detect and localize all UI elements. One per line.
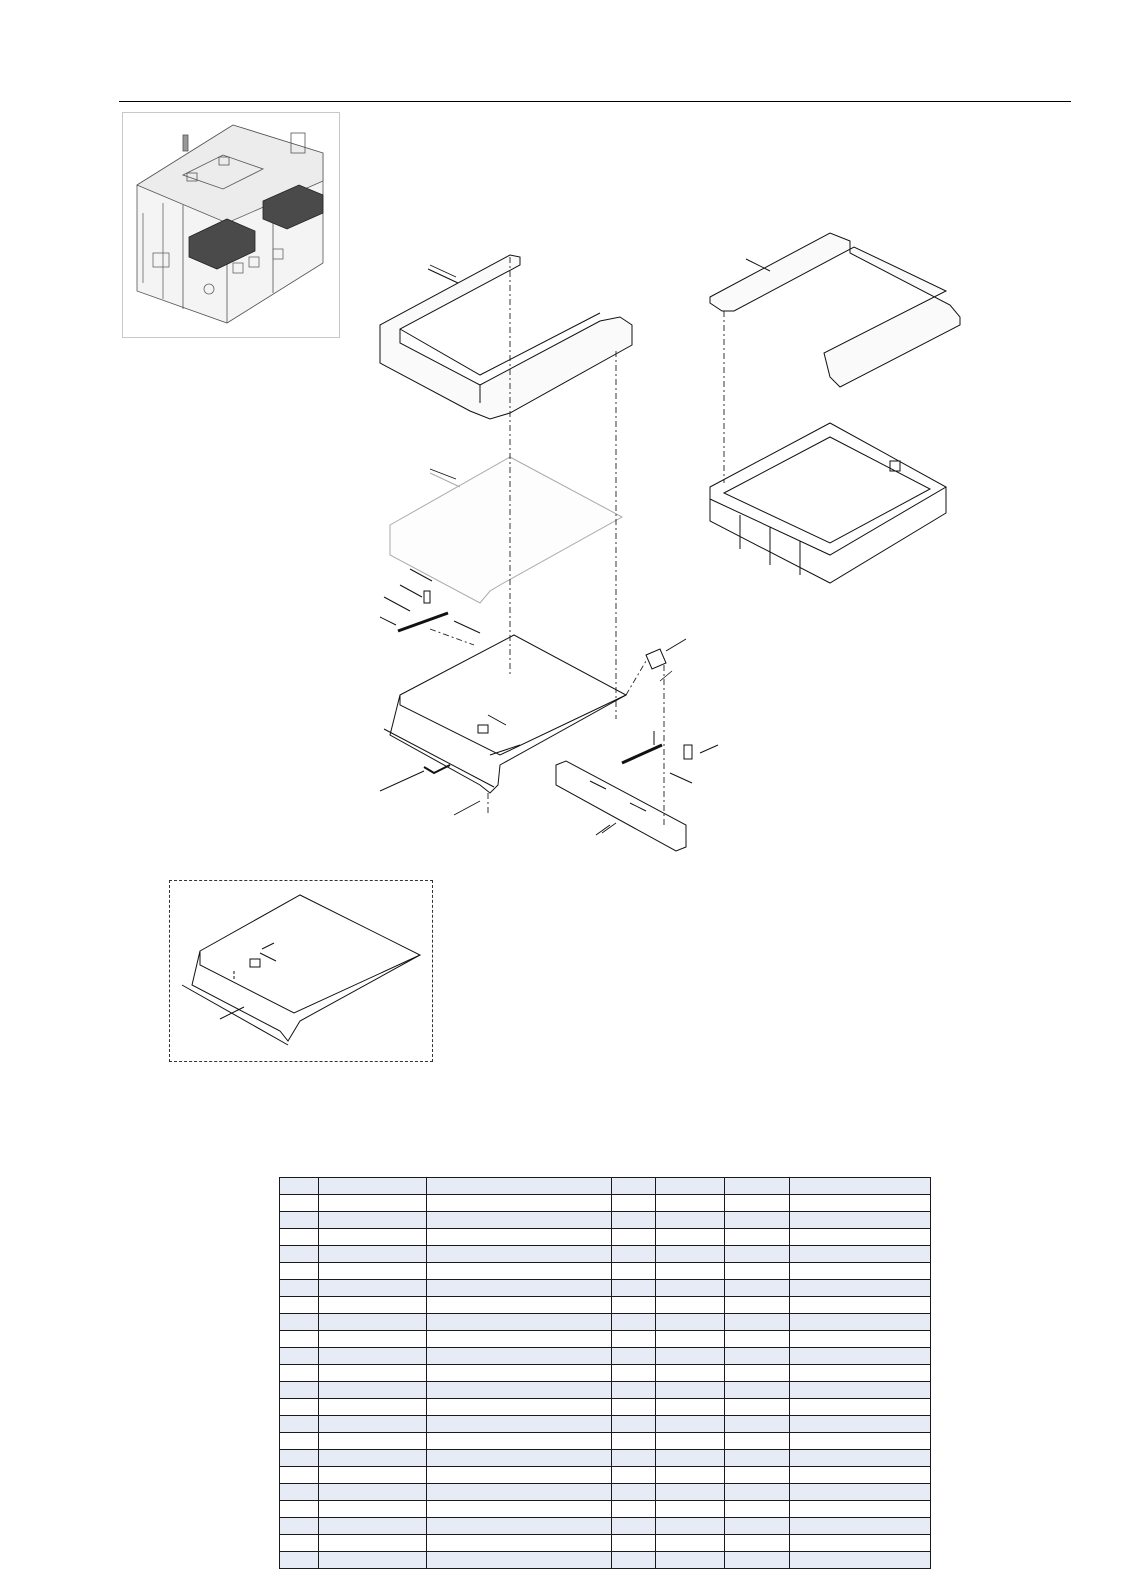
table-cell [725,1416,790,1433]
table-cell [612,1416,656,1433]
table-header-cell [725,1178,790,1195]
table-cell [612,1229,656,1246]
gas-spring-right-part [622,731,718,783]
table-cell [280,1552,319,1569]
table-cell [790,1365,931,1382]
table-cell [790,1348,931,1365]
table-cell [725,1297,790,1314]
table-cell [725,1212,790,1229]
table-row [280,1212,931,1229]
table-cell [656,1246,725,1263]
table-cell [725,1433,790,1450]
table-cell [656,1365,725,1382]
table-cell [319,1501,427,1518]
table-cell [790,1518,931,1535]
table-cell [280,1280,319,1297]
table-cell [427,1501,612,1518]
table-cell [656,1229,725,1246]
table-cell [280,1195,319,1212]
table-cell [656,1433,725,1450]
table-cell [725,1501,790,1518]
table-cell [725,1348,790,1365]
table-header-cell [319,1178,427,1195]
table-cell [319,1348,427,1365]
table-cell [319,1297,427,1314]
table-cell [319,1552,427,1569]
table-cell [612,1484,656,1501]
table-cell [280,1433,319,1450]
table-cell [427,1484,612,1501]
table-cell [280,1467,319,1484]
table-cell [656,1263,725,1280]
table-row [280,1433,931,1450]
header-rule [119,101,1071,102]
table-cell [319,1246,427,1263]
table-cell [427,1552,612,1569]
machine-overview-icon [123,113,339,337]
table-cell [280,1365,319,1382]
table-cell [280,1314,319,1331]
table-cell [725,1399,790,1416]
machine-overview-figure [122,112,340,338]
table-cell [656,1416,725,1433]
table-cell [319,1416,427,1433]
table-cell [725,1195,790,1212]
table-cell [427,1314,612,1331]
table-row [280,1365,931,1382]
table-header-cell [427,1178,612,1195]
table-cell [612,1365,656,1382]
table-cell [725,1467,790,1484]
table-cell [656,1484,725,1501]
table-row [280,1416,931,1433]
table-cell [427,1263,612,1280]
table-cell [656,1518,725,1535]
table-cell [725,1280,790,1297]
table-cell [280,1501,319,1518]
table-cell [319,1263,427,1280]
table-cell [280,1382,319,1399]
table-row [280,1314,931,1331]
table-cell [319,1484,427,1501]
table-cell [612,1314,656,1331]
left-top-cover-part [380,255,632,419]
table-cell [280,1297,319,1314]
table-cell [656,1212,725,1229]
table-cell [280,1535,319,1552]
table-cell [319,1331,427,1348]
right-top-cover-part [710,233,960,387]
table-cell [319,1365,427,1382]
table-header-cell [656,1178,725,1195]
table-cell [725,1535,790,1552]
table-cell [656,1195,725,1212]
table-cell [319,1518,427,1535]
table-cell [427,1450,612,1467]
table-cell [280,1229,319,1246]
table-body [280,1195,931,1569]
table-cell [427,1416,612,1433]
table-cell [725,1263,790,1280]
table-cell [280,1518,319,1535]
table-cell [427,1518,612,1535]
table-cell [656,1331,725,1348]
table-cell [427,1365,612,1382]
table-cell [790,1535,931,1552]
table-cell [280,1484,319,1501]
table-row [280,1382,931,1399]
table-cell [790,1263,931,1280]
hinge-bracket-part [646,639,686,669]
table-cell [612,1212,656,1229]
table-cell [612,1450,656,1467]
table-cell [612,1297,656,1314]
table-cell [319,1433,427,1450]
table-cell [656,1535,725,1552]
table-row [280,1297,931,1314]
table-cell [656,1450,725,1467]
table-cell [790,1331,931,1348]
table-cell [612,1467,656,1484]
table-cell [427,1297,612,1314]
frame-detail-icon [170,881,432,1061]
table-cell [319,1195,427,1212]
table-cell [612,1348,656,1365]
cover-assembly-exploded-icon [370,225,990,865]
table-cell [319,1450,427,1467]
table-cell [612,1518,656,1535]
table-row [280,1263,931,1280]
table-row [280,1331,931,1348]
right-frame-assembly-part [710,423,946,583]
table-cell [656,1348,725,1365]
table-cell [790,1297,931,1314]
table-cell [427,1229,612,1246]
table-cell [280,1399,319,1416]
table-cell [427,1195,612,1212]
table-row [280,1552,931,1569]
table-cell [280,1450,319,1467]
table-header-cell [612,1178,656,1195]
table-cell [612,1399,656,1416]
table-cell [790,1467,931,1484]
table-cell [427,1331,612,1348]
table-cell [725,1484,790,1501]
table-cell [656,1467,725,1484]
table-cell [427,1467,612,1484]
exploded-view-figure [370,225,990,865]
cover-plate-part [390,457,622,603]
table-row [280,1501,931,1518]
table-cell [790,1382,931,1399]
table-row [280,1246,931,1263]
table-cell [790,1484,931,1501]
table-cell [280,1263,319,1280]
detail-inset-figure [169,880,433,1062]
table-cell [427,1212,612,1229]
table-header-cell [280,1178,319,1195]
table-cell [612,1382,656,1399]
base-frame-part [384,635,626,793]
table-cell [280,1348,319,1365]
table-cell [725,1518,790,1535]
table-cell [790,1552,931,1569]
table-cell [612,1331,656,1348]
parts-list-table [279,1177,931,1569]
table-cell [319,1314,427,1331]
table-cell [790,1450,931,1467]
table-cell [427,1433,612,1450]
table-cell [319,1280,427,1297]
table-row [280,1229,931,1246]
table-cell [790,1416,931,1433]
table-cell [427,1399,612,1416]
table-cell [656,1501,725,1518]
table-cell [427,1246,612,1263]
table-cell [656,1552,725,1569]
table-cell [319,1399,427,1416]
table-cell [790,1229,931,1246]
table-cell [427,1280,612,1297]
table-cell [725,1246,790,1263]
table-row [280,1195,931,1212]
table-cell [725,1229,790,1246]
table-header-row [280,1178,931,1195]
table-cell [280,1416,319,1433]
table-cell [656,1314,725,1331]
table-row [280,1467,931,1484]
table-cell [656,1382,725,1399]
table-cell [790,1246,931,1263]
table-cell [725,1365,790,1382]
handle-part [424,765,450,773]
table-row [280,1484,931,1501]
side-rail-part [556,761,686,851]
table-row [280,1348,931,1365]
table-cell [319,1535,427,1552]
table-cell [280,1212,319,1229]
table-cell [790,1212,931,1229]
table-cell [656,1297,725,1314]
table-cell [612,1535,656,1552]
table-row [280,1450,931,1467]
table-cell [612,1280,656,1297]
table-row [280,1518,931,1535]
table-cell [612,1501,656,1518]
table-cell [319,1382,427,1399]
table-cell [725,1331,790,1348]
table-cell [790,1314,931,1331]
table-cell [612,1246,656,1263]
table-cell [319,1212,427,1229]
table-cell [725,1382,790,1399]
table-cell [427,1348,612,1365]
table-cell [612,1552,656,1569]
table-cell [427,1382,612,1399]
table-cell [612,1195,656,1212]
table-cell [790,1195,931,1212]
table-row [280,1399,931,1416]
table-cell [790,1280,931,1297]
table-cell [280,1246,319,1263]
table-cell [725,1552,790,1569]
table-cell [280,1331,319,1348]
table-cell [790,1433,931,1450]
table-cell [612,1263,656,1280]
table-cell [725,1450,790,1467]
table-cell [790,1399,931,1416]
table-row [280,1280,931,1297]
table-cell [656,1399,725,1416]
table-cell [656,1280,725,1297]
table-cell [725,1314,790,1331]
table-cell [319,1229,427,1246]
table-header-cell [790,1178,931,1195]
table-row [280,1535,931,1552]
table-cell [319,1467,427,1484]
table-cell [427,1535,612,1552]
table-cell [790,1501,931,1518]
table-cell [612,1433,656,1450]
